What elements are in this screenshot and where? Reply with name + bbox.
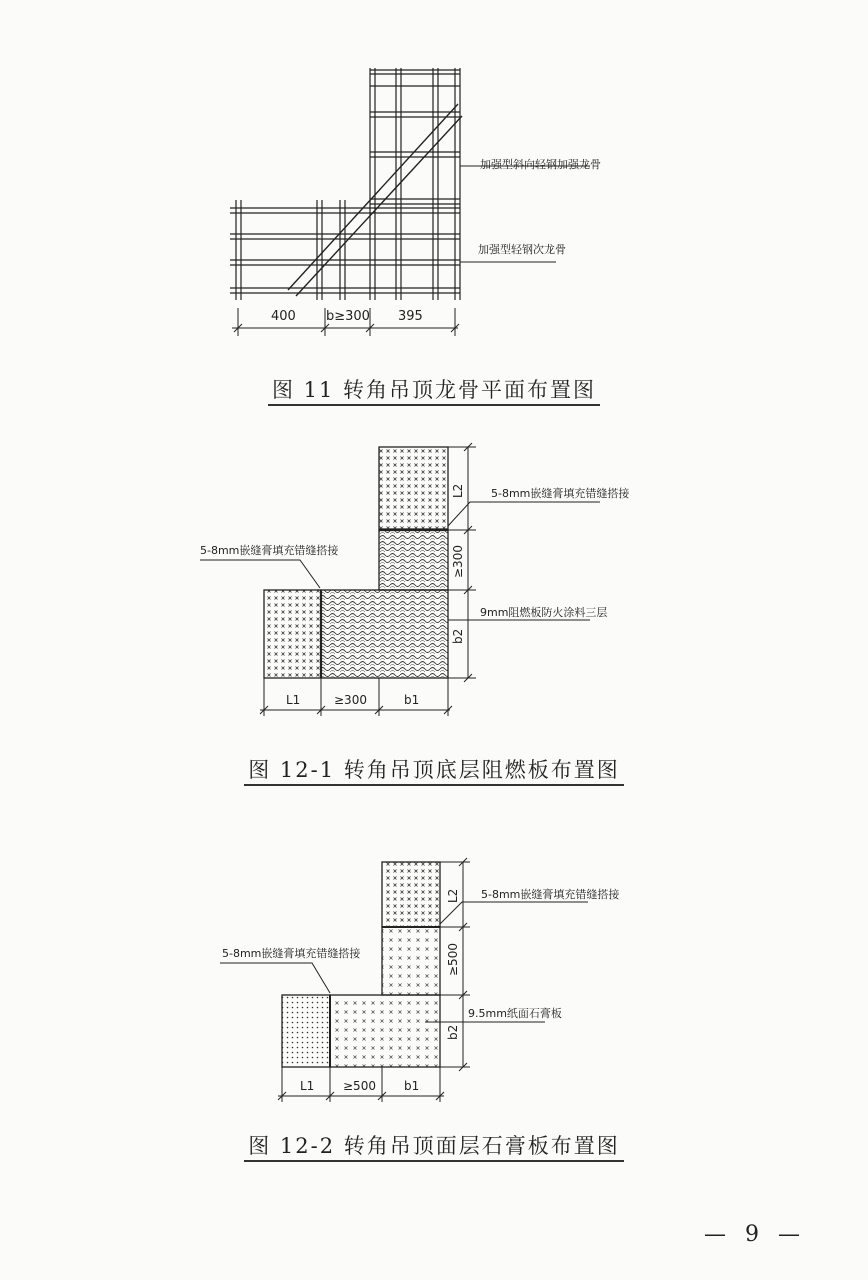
dim-395: 395 [398, 309, 423, 324]
upper-board-panel [379, 447, 448, 529]
horizontal-arm-frame [230, 200, 460, 300]
gypsum-board-vertical [382, 927, 440, 995]
left-board-panel [264, 590, 321, 678]
gypsum-board-horizontal [330, 995, 440, 1067]
dim-h300-12-1: ≥300 [334, 693, 367, 707]
dim-L1-12-2: L1 [300, 1079, 315, 1093]
dim-L2-12-2: L2 [446, 888, 460, 903]
dim-L2-12-1: L2 [451, 483, 465, 498]
label-board-12-2: 9.5mm纸面石膏板 [468, 1007, 562, 1020]
caption-figure-11 [0, 374, 868, 404]
label-diagonal-brace: 加强型斜向轻钢加强龙骨 [480, 158, 601, 171]
dim-v500-12-2: ≥500 [446, 943, 460, 976]
wave-board-horizontal [321, 590, 448, 678]
caption-figure-12-1-text: 图 12-1 转角吊顶底层阻燃板布置图 [244, 758, 624, 786]
figure-11-keel-plan [230, 68, 590, 336]
upper-gypsum-panel [382, 862, 440, 927]
dim-400: 400 [271, 309, 296, 324]
label-top-joint-12-1: 5-8mm嵌缝膏填充错缝搭接 [491, 487, 630, 500]
dim-L1-12-1: L1 [286, 693, 301, 707]
dim-h500-12-2: ≥500 [343, 1079, 376, 1093]
page-number: — 9 — [704, 1222, 806, 1247]
dim-b1-12-1: b1 [404, 693, 420, 707]
dim-b2-12-1: b2 [451, 628, 465, 644]
wave-board-vertical [379, 530, 448, 590]
caption-figure-11-text: 图 11 转角吊顶龙骨平面布置图 [268, 378, 600, 406]
label-board-12-1: 9mm阻燃板防火涂料三层 [480, 606, 608, 619]
left-gypsum-panel [282, 995, 330, 1067]
figure-12-1-board-layout [200, 443, 600, 716]
caption-figure-12-2-text: 图 12-2 转角吊顶面层石膏板布置图 [244, 1134, 624, 1162]
dim-b300: b≥300 [326, 309, 370, 324]
label-left-joint-12-2: 5-8mm嵌缝膏填充错缝搭接 [222, 947, 361, 960]
label-top-joint-12-2: 5-8mm嵌缝膏填充错缝搭接 [481, 888, 620, 901]
caption-figure-12-1 [0, 754, 868, 784]
caption-figure-12-2 [0, 1130, 868, 1160]
dim-b1-12-2: b1 [404, 1079, 420, 1093]
dim-v300-12-1: ≥300 [451, 545, 465, 578]
label-secondary-keel: 加强型轻钢次龙骨 [478, 243, 566, 256]
label-left-joint-12-1: 5-8mm嵌缝膏填充错缝搭接 [200, 544, 339, 557]
dim-b2-12-2: b2 [446, 1024, 460, 1040]
